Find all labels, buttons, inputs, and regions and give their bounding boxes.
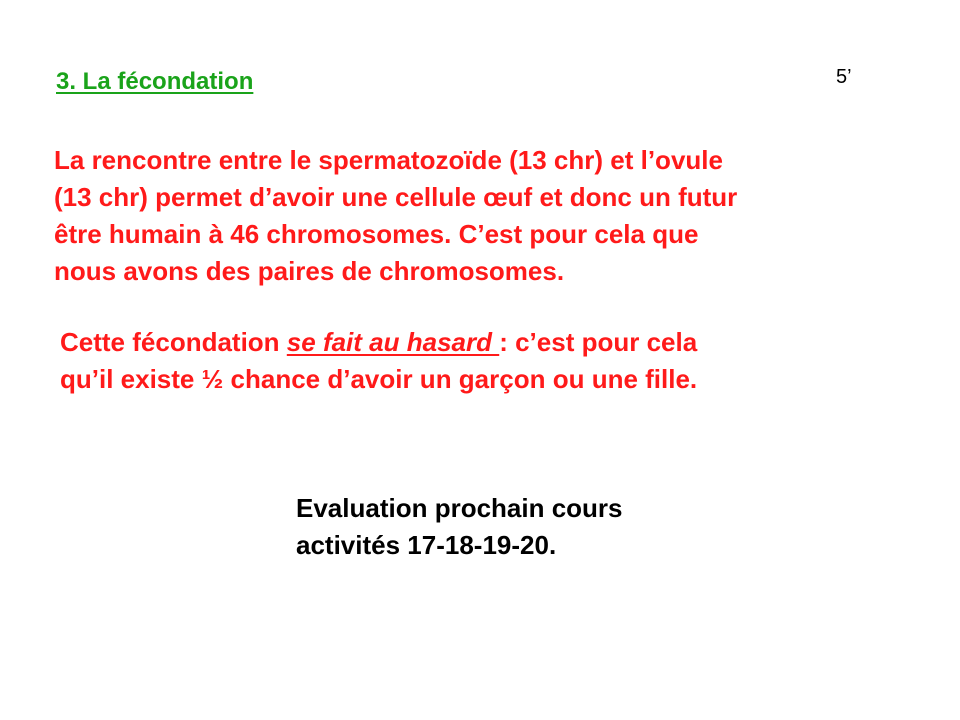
fertilization-paragraph [54, 142, 814, 290]
evaluation-line: Evaluation prochain cours [296, 493, 623, 523]
evaluation-line: activités 17-18-19-20. [296, 530, 557, 560]
paragraph-line [60, 324, 760, 361]
time-duration-label: 5’ [836, 66, 852, 88]
paragraph-line: être humain à 46 chromosomes. C’est pour cela que [54, 219, 699, 249]
paragraph-line: La rencontre entre le spermatozoïde (13 chr) et l’ovule [54, 145, 723, 175]
paragraph-line: (13 chr) permet d’avoir une cellule œuf et donc un futur [54, 182, 738, 212]
section-heading: 3. La fécondation [56, 68, 254, 95]
paragraph-text: Cette fécondation [60, 327, 287, 357]
paragraph-line: nous avons des paires de chromosomes. [54, 256, 565, 286]
paragraph-line: qu’il existe ½ chance d’avoir un garçon ou une fille. [60, 364, 698, 394]
evaluation-note [296, 490, 696, 564]
paragraph-text: : c’est pour cela [499, 327, 698, 357]
chance-paragraph [60, 324, 760, 398]
emphasized-phrase: se fait au hasard [286, 327, 500, 357]
